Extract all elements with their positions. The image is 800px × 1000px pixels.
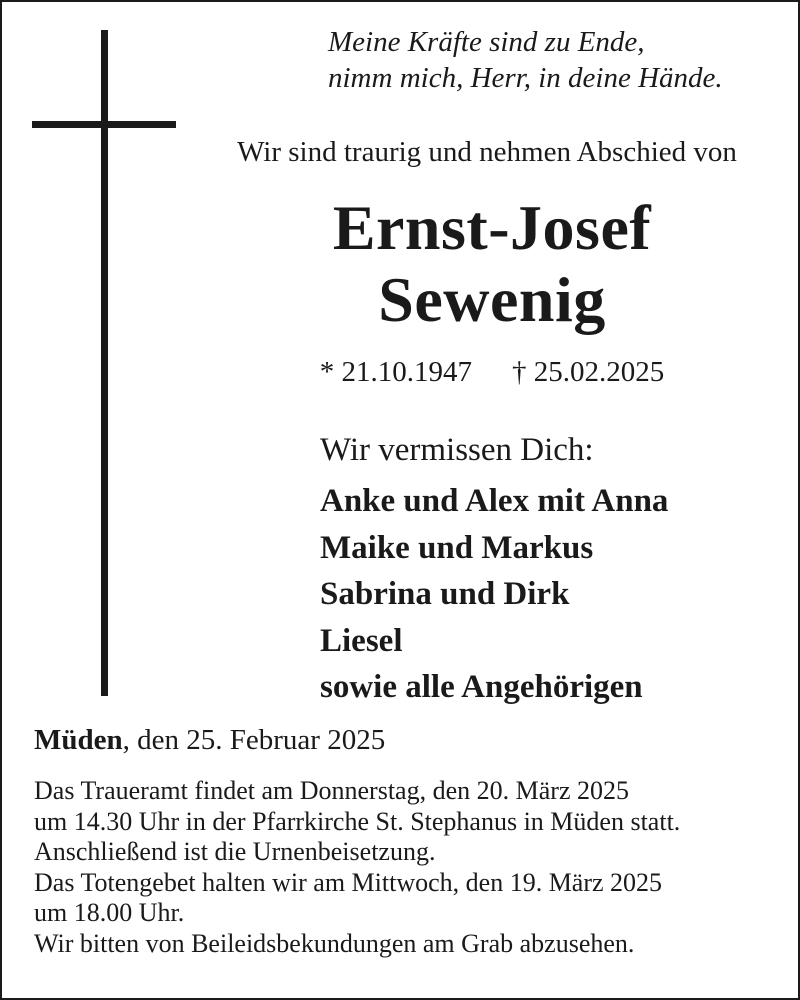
info-line: Das Traueramt findet am Donnerstag, den 20. März 2025 [34, 776, 629, 805]
info-line: Wir bitten von Beileidsbekundungen am Grab abzusehen. [34, 928, 635, 958]
info-line: Das Totengebet halten wir am Mittwoch, den 19. März 2025 [34, 867, 663, 897]
verse-line-2: nimm mich, Herr, in deine Hände. [328, 62, 723, 94]
mourner-item: Liesel [320, 622, 403, 659]
verse [302, 24, 772, 96]
place-and-date [34, 722, 385, 758]
life-dates [182, 354, 800, 390]
funeral-information [34, 776, 794, 959]
place-name: Müden [34, 724, 123, 756]
mourner-item: Anke und Alex mit Anna [320, 483, 669, 519]
miss-line: Wir vermissen Dich: [320, 432, 594, 468]
mourner-item: sowie alle Angehörigen [320, 669, 643, 705]
mourner-item: Maike und Markus [320, 529, 594, 566]
mourner-item: Sabrina und Dirk [320, 576, 570, 612]
info-line: Anschließend ist die Urnenbeisetzung. [34, 837, 436, 866]
birth-date: * 21.10.1947 [319, 356, 472, 388]
deceased-name [182, 192, 800, 336]
mourners-list [320, 478, 668, 711]
cross-horizontal-bar [32, 121, 176, 128]
info-line: um 14.30 Uhr in der Pfarrkirche St. Stephanus in Müden statt. [34, 806, 681, 836]
cross-vertical-bar [101, 30, 108, 696]
death-date: † 25.02.2025 [512, 356, 665, 388]
deceased-last-name: Sewenig [378, 264, 606, 335]
notice-date: , den 25. Februar 2025 [122, 724, 386, 756]
verse-line-1: Meine Kräfte sind zu Ende, [328, 26, 645, 58]
info-line: um 18.00 Uhr. [34, 898, 185, 927]
deceased-first-name: Ernst-Josef [332, 192, 652, 263]
farewell-intro: Wir sind traurig und nehmen Abschied von [237, 136, 737, 168]
